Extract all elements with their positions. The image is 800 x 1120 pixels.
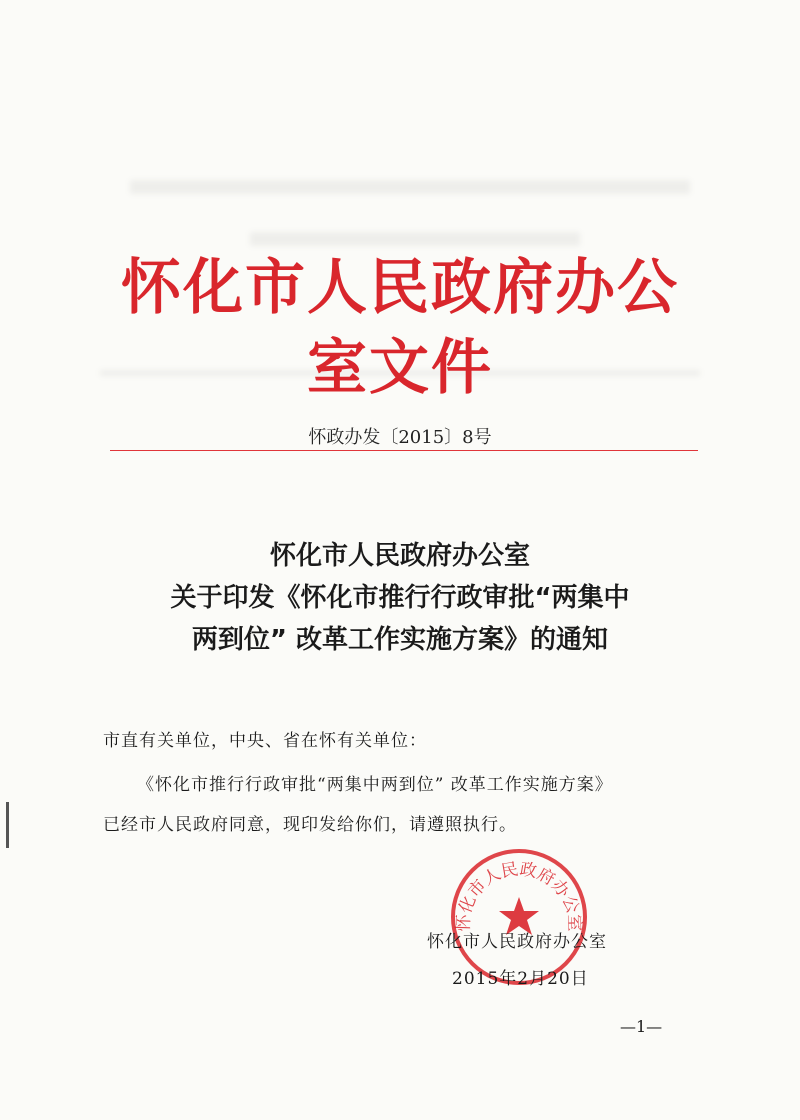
- issuer-title: 怀化市人民政府办公室文件: [121, 253, 679, 403]
- red-separator-line: [110, 450, 698, 451]
- signer-name: 怀化市人民政府办公室: [427, 932, 607, 952]
- bleed-through-mark: [250, 232, 580, 246]
- scan-edge-mark: [6, 802, 9, 848]
- document-subject: [100, 535, 700, 661]
- subject-line-2: 关于印发《怀化市推行行政审批“两集中: [170, 583, 630, 613]
- issue-date: 2015年2月20日: [452, 969, 589, 989]
- page-number: —1—: [620, 1017, 663, 1036]
- body-paragraph: [103, 765, 703, 845]
- body-line-1: 《怀化市推行行政审批“两集中两到位” 改革工作实施方案》: [137, 775, 613, 795]
- body-line-2: 已经市人民政府同意，现印发给你们，请遵照执行。: [103, 815, 517, 835]
- subject-line-1: 怀化市人民政府办公室: [269, 541, 530, 571]
- addressee: 市直有关单位，中央、省在怀有关单位：: [103, 731, 427, 751]
- subject-line-3: 两到位” 改革工作实施方案》的通知: [191, 625, 609, 655]
- bleed-through-mark: [130, 180, 690, 194]
- document-number: 怀政办发〔2015〕8号: [308, 427, 492, 448]
- seal-text: 怀化市人民政府办公室: [453, 859, 585, 932]
